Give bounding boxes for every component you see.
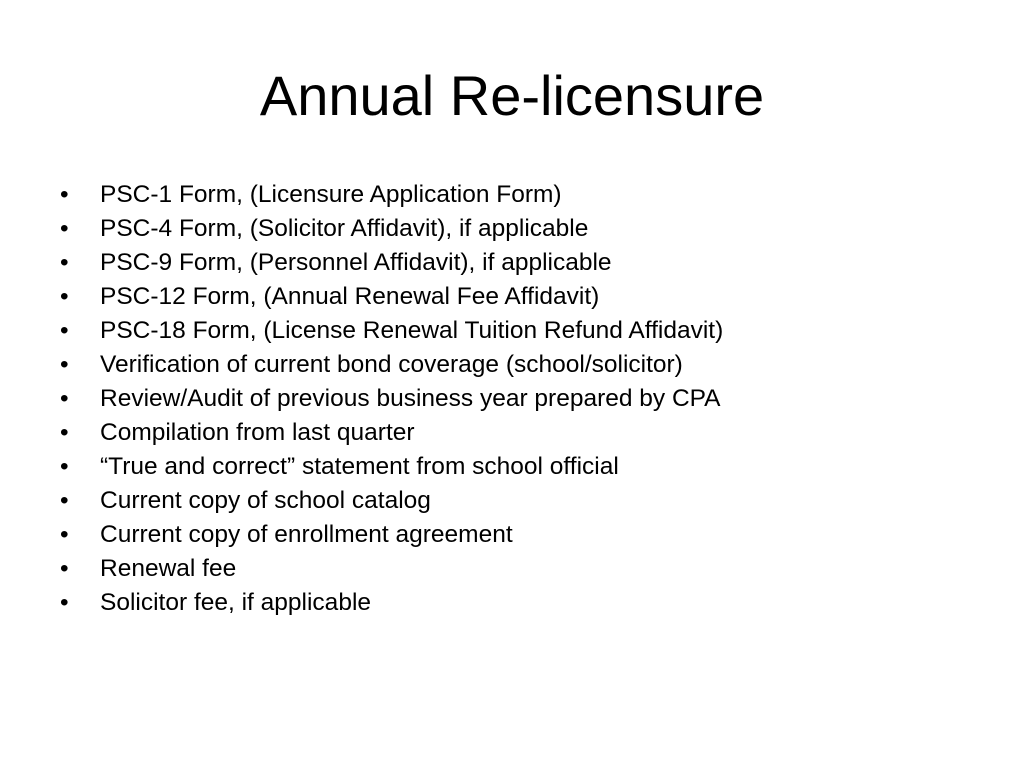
list-item: [60, 586, 990, 620]
list-item-text: Current copy of enrollment agreement: [100, 521, 513, 548]
list-item: [60, 416, 990, 450]
bullet-icon: •: [60, 283, 69, 310]
list-item-text: “True and correct” statement from school official: [100, 453, 619, 480]
list-item: [60, 450, 990, 484]
list-item-text: PSC-4 Form, (Solicitor Affidavit), if applicable: [100, 215, 589, 242]
list-item: [60, 178, 990, 212]
bullet-icon: •: [60, 589, 69, 616]
bullet-icon: •: [60, 521, 69, 548]
slide-title: Annual Re-licensure: [259, 64, 765, 127]
bullet-icon: •: [60, 317, 69, 344]
bullet-icon: •: [60, 555, 69, 582]
list-item: [60, 314, 990, 348]
list-item: [60, 348, 990, 382]
list-item-text: Verification of current bond coverage (school/solicitor): [100, 351, 683, 378]
bullet-icon: •: [60, 453, 69, 480]
list-item-text: PSC-12 Form, (Annual Renewal Fee Affidavit): [100, 283, 600, 310]
list-item-text: PSC-1 Form, (Licensure Application Form): [100, 181, 562, 208]
list-item: [60, 382, 990, 416]
bullet-icon: •: [60, 487, 69, 514]
list-item: [60, 518, 990, 552]
list-item: [60, 552, 990, 586]
bullet-icon: •: [60, 351, 69, 378]
list-item: [60, 212, 990, 246]
bullet-icon: •: [60, 249, 69, 276]
bullet-icon: •: [60, 181, 69, 208]
bullet-icon: •: [60, 215, 69, 242]
list-item: [60, 280, 990, 314]
list-item: [60, 484, 990, 518]
list-item-text: Current copy of school catalog: [100, 487, 431, 514]
list-item-text: Solicitor fee, if applicable: [100, 589, 372, 616]
bullet-icon: •: [60, 419, 69, 446]
list-item: [60, 246, 990, 280]
bullet-icon: •: [60, 385, 69, 412]
bullet-list: [60, 178, 990, 620]
list-item-text: Renewal fee: [100, 555, 237, 582]
list-item-text: Review/Audit of previous business year prepared by CPA: [100, 385, 721, 412]
list-item-text: Compilation from last quarter: [100, 419, 415, 446]
list-item-text: PSC-9 Form, (Personnel Affidavit), if applicable: [100, 249, 612, 276]
list-item-text: PSC-18 Form, (License Renewal Tuition Refund Affidavit): [100, 317, 724, 344]
